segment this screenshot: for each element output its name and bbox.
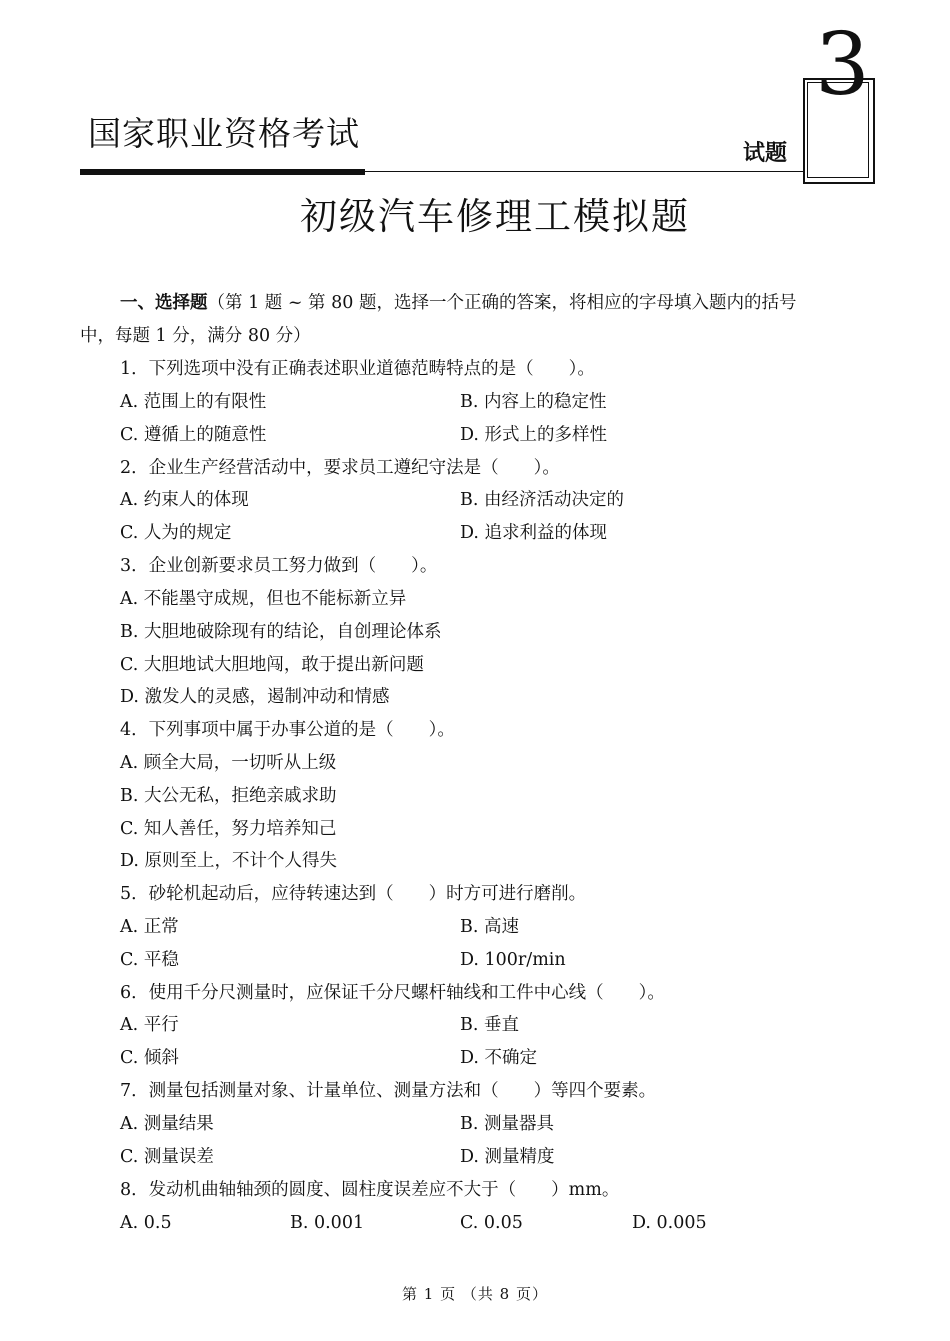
- question-5-stem: 5．砂轮机起动后，应待转速达到（ ）时方可进行磨削。: [120, 884, 587, 904]
- question-5-option-a: A. 正常: [120, 917, 179, 937]
- question-8-option-a: A. 0.5: [120, 1213, 172, 1233]
- header-label: 试题: [743, 141, 788, 166]
- question-6-option-c: C. 倾斜: [120, 1048, 179, 1068]
- question-2-option-d: D. 追求利益的体现: [460, 523, 608, 543]
- question-7-option-c: C. 测量误差: [120, 1147, 214, 1167]
- section-intro-line2: 中，每题 1 分，满分 80 分）: [80, 326, 311, 346]
- question-8-option-c: C. 0.05: [460, 1213, 523, 1233]
- page-footer: 第 1 页 （共 8 页）: [402, 1285, 548, 1303]
- section-intro-line1: [120, 293, 796, 313]
- question-1-stem: 1．下列选项中没有正确表述职业道德范畴特点的是（ ）。: [120, 359, 595, 379]
- question-7-option-a: A. 测量结果: [120, 1114, 214, 1134]
- question-8-option-d: D. 0.005: [632, 1213, 707, 1233]
- section-head: 一、选择题: [120, 293, 208, 313]
- question-2-option-c: C. 人为的规定: [120, 523, 232, 543]
- question-3-option-b: B. 大胆地破除现有的结论，自创理论体系: [120, 622, 442, 642]
- header-rule-thin: [365, 171, 869, 172]
- question-3-option-a: A. 不能墨守成规，但也不能标新立异: [120, 589, 407, 609]
- question-4-stem: 4．下列事项中属于办事公道的是（ ）。: [120, 720, 455, 740]
- question-6-option-a: A. 平行: [120, 1015, 179, 1035]
- question-8-stem: 8．发动机曲轴轴颈的圆度、圆柱度误差应不大于（ ）mm。: [120, 1180, 620, 1200]
- question-3-option-c: C. 大胆地试大胆地闯，敢于提出新问题: [120, 655, 424, 675]
- question-4-option-b: B. 大公无私，拒绝亲戚求助: [120, 786, 337, 806]
- question-1-option-d: D. 形式上的多样性: [460, 425, 608, 445]
- question-7-stem: 7．测量包括测量对象、计量单位、测量方法和（ ）等四个要素。: [120, 1081, 657, 1101]
- question-1-option-b: B. 内容上的稳定性: [460, 392, 607, 412]
- question-2-option-b: B. 由经济活动决定的: [460, 490, 624, 510]
- section-desc-1: （第 1 题 ~ 第 80 题，选择一个正确的答案，将相应的字母填入题内的括号: [207, 293, 797, 313]
- question-8-option-b: B. 0.001: [290, 1213, 365, 1233]
- question-6-option-d: D. 不确定: [460, 1048, 538, 1068]
- question-3-option-d: D. 激发人的灵感，遏制冲动和情感: [120, 687, 390, 707]
- question-6-option-b: B. 垂直: [460, 1015, 519, 1035]
- question-4-option-d: D. 原则至上，不计个人得失: [120, 851, 338, 871]
- question-5-option-d: D. 100r/min: [460, 950, 566, 970]
- header-rule-thick: [80, 169, 365, 175]
- question-5-option-b: B. 高速: [460, 917, 519, 937]
- doc-title: 初级汽车修理工模拟题: [300, 195, 690, 238]
- header-title: 国家职业资格考试: [88, 114, 360, 153]
- question-7-option-b: B. 测量器具: [460, 1114, 554, 1134]
- question-4-option-a: A. 顾全大局，一切听从上级: [120, 753, 337, 773]
- question-7-option-d: D. 测量精度: [460, 1147, 555, 1167]
- badge-number: 3: [815, 15, 870, 115]
- question-6-stem: 6．使用千分尺测量时，应保证千分尺螺杆轴线和工件中心线（ ）。: [120, 983, 665, 1003]
- question-2-stem: 2．企业生产经营活动中，要求员工遵纪守法是（ ）。: [120, 458, 560, 478]
- question-1-option-a: A. 范围上的有限性: [120, 392, 267, 412]
- question-1-option-c: C. 遵循上的随意性: [120, 425, 267, 445]
- question-2-option-a: A. 约束人的体现: [120, 490, 249, 510]
- question-3-stem: 3．企业创新要求员工努力做到（ ）。: [120, 556, 438, 576]
- question-4-option-c: C. 知人善任，努力培养知己: [120, 819, 337, 839]
- question-5-option-c: C. 平稳: [120, 950, 179, 970]
